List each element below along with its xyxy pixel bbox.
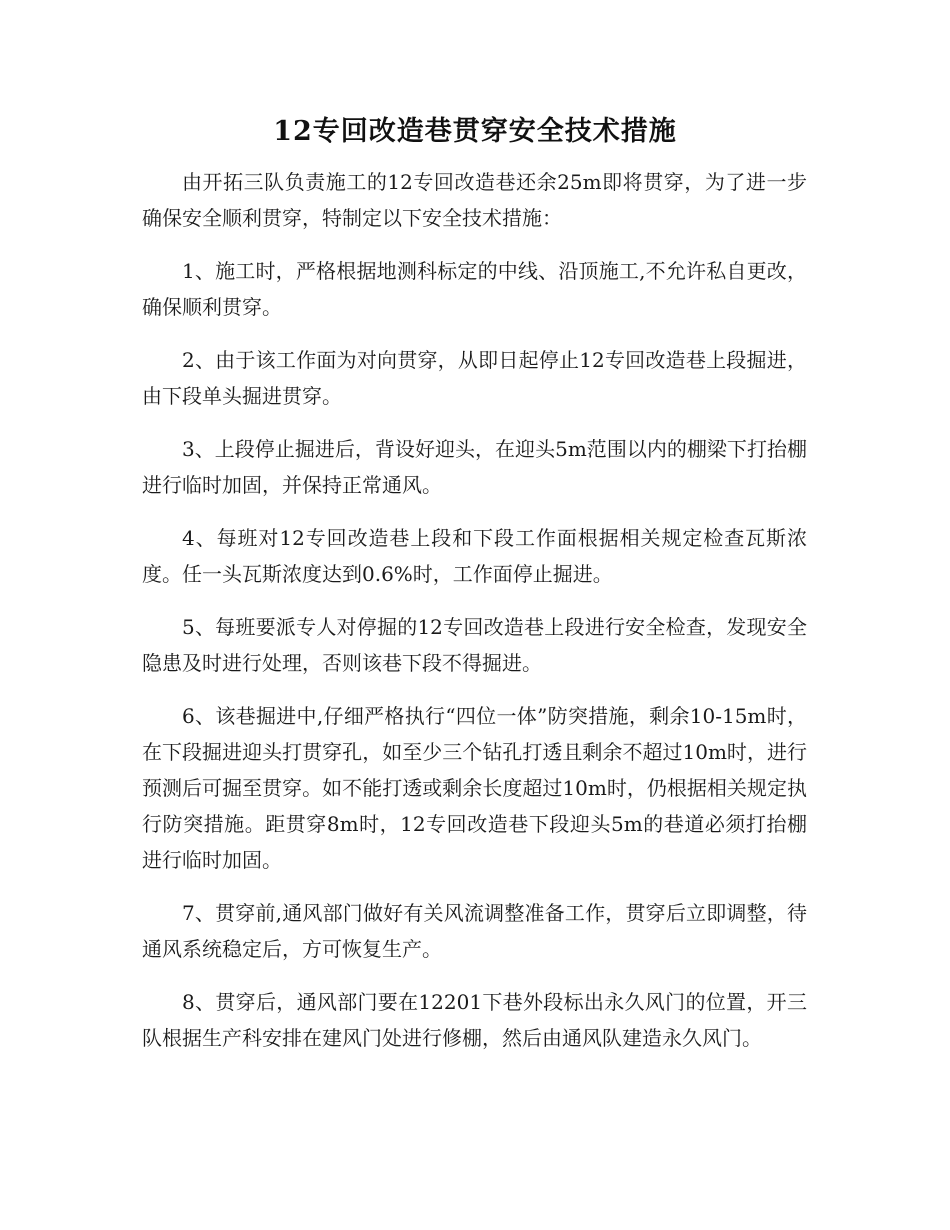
measure-item-3: 3、上段停止掘进后，背设好迎头，在迎头5m范围以内的棚梁下打抬棚进行临时加固，并保持正常通风。	[142, 437, 807, 497]
intro-paragraph: 由开拓三队负责施工的12专回改造巷还余25m即将贯穿，为了进一步确保安全顺利贯穿，特制定以下安全技术措施：	[142, 170, 807, 230]
measure-item-7: 7、贯穿前,通风部门做好有关风流调整准备工作，贯穿后立即调整，待通风系统稳定后，方可恢复生产。	[142, 901, 807, 961]
document-title: 12专回改造巷贯穿安全技术措施	[273, 116, 677, 147]
measure-item-5: 5、每班要派专人对停掘的12专回改造巷上段进行安全检查，发现安全隐患及时进行处理，否则该巷下段不得掘进。	[142, 615, 807, 675]
measure-item-6: 6、该巷掘进中,仔细严格执行“四位一体”防突措施，剩余10-15m时，在下段掘进迎头打贯穿孔，如至少三个钻孔打透且剩余不超过10m时，进行预测后可掘至贯穿。如不能打透或剩余长度超过10m时，仍根据相关规定执行防突措施。距贯穿8m时，12专回改造巷下段迎头5m的巷道必须打抬棚进行临时加固。	[142, 704, 807, 872]
measure-item-8: 8、贯穿后，通风部门要在12201下巷外段标出永久风门的位置，开三队根据生产科安排在建风门处进行修棚，然后由通风队建造永久风门。	[142, 990, 807, 1050]
measure-item-4: 4、每班对12专回改造巷上段和下段工作面根据相关规定检查瓦斯浓度。任一头瓦斯浓度达到0.6%时，工作面停止掘进。	[142, 526, 807, 586]
measure-item-1: 1、施工时，严格根据地测科标定的中线、沿顶施工,不允许私自更改，确保顺利贯穿。	[142, 259, 807, 319]
measure-item-2: 2、由于该工作面为对向贯穿，从即日起停止12专回改造巷上段掘进，由下段单头掘进贯穿。	[142, 348, 807, 408]
document-body	[142, 164, 807, 1073]
